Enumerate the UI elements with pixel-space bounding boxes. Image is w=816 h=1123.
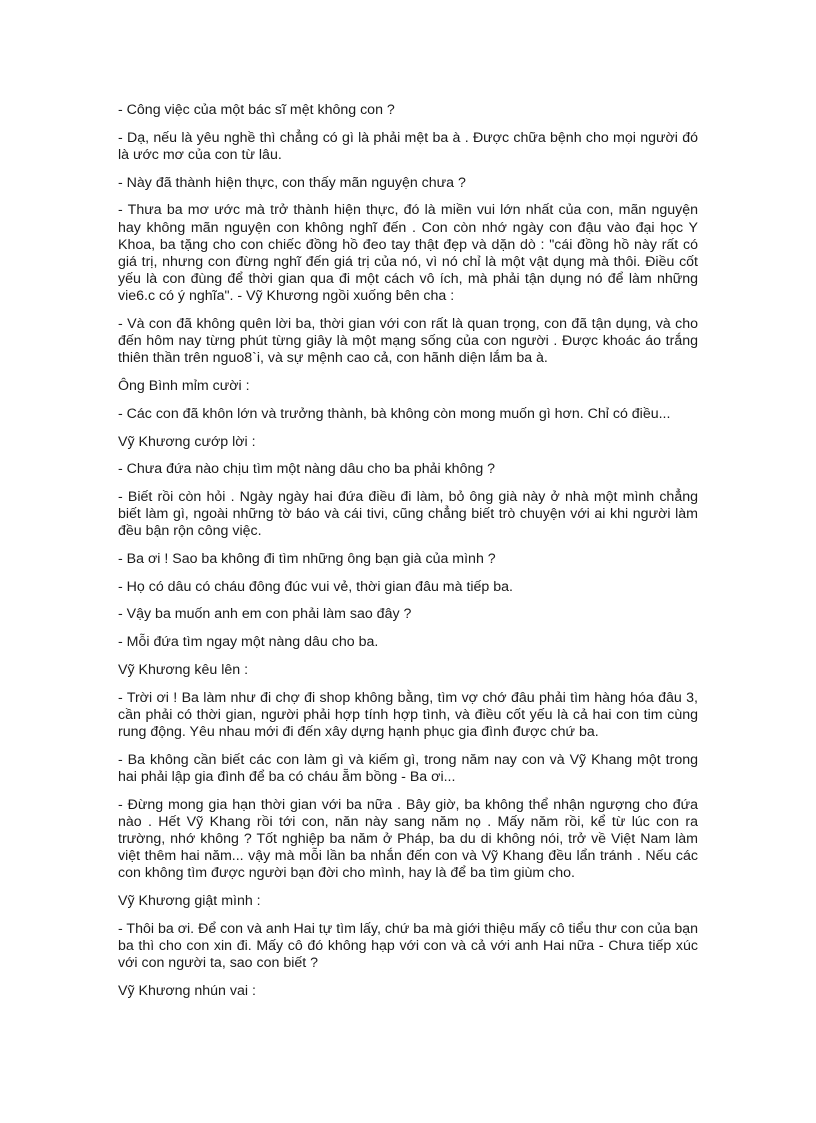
paragraph: Vỹ Khương giật mình :: [118, 893, 261, 910]
paragraph: - Ba không cần biết các con làm gì và kiếm gì, trong năm nay con và Vỹ Khang một trong hai phải lập gia đình để ba có cháu ẵm bồng - Ba ơi...: [118, 751, 698, 785]
paragraph: - Thưa ba mơ ước mà trở thành hiện thực, đó là miền vui lớn nhất của con, mãn nguyện hay không mãn nguyện con không nghĩ đến . Con còn nhớ ngày con đậu vào đại học Y Khoa, ba tặng cho con chiếc đồng hồ đeo tay thật đẹp và dặn dò : "cái đồng hồ này rất có giá trị, nhưng con đừng nghĩ đến giá trị của nó, vì nó chỉ là một vật dụng mà thôi. Điều cốt yếu là con đùng để thời gian qua đi một cách vô ích, mà phải tận dụng nó để làm những vie6.c có ý nghĩa". - Vỹ Khương ngồi xuống bên cha :: [118, 202, 698, 305]
paragraph: - Biết rồi còn hỏi . Ngày ngày hai đứa điều đi làm, bỏ ông già này ở nhà một mình chẳng biết làm gì, ngoài những tờ báo và cái tivi, cũng chẳng biết trò chuyện với ai khi người làm đều bận rộn công việc.: [118, 488, 698, 540]
paragraph: - Chưa đứa nào chịu tìm một nàng dâu cho ba phải không ?: [118, 461, 496, 478]
document-body: [118, 102, 698, 1011]
paragraph: Ông Bình mỉm cười :: [118, 378, 250, 395]
paragraph: - Thôi ba ơi. Để con và anh Hai tự tìm lấy, chứ ba mà giới thiệu mấy cô tiểu thư con của bạn ba thì cho con xin đi. Mấy cô đó không hạp với con và cả với anh Hai nữa - Chưa tiếp xúc với con người ta, sao con biết ?: [118, 920, 698, 972]
paragraph: - Mỗi đứa tìm ngay một nàng dâu cho ba.: [118, 634, 379, 651]
paragraph: - Trời ơi ! Ba làm như đi chợ đi shop không bằng, tìm vợ chớ đâu phải tìm hàng hóa đâu 3, cần phải có thời gian, người phải hợp tính hợp tình, và điều cốt yếu là cả hai con tim cùng rung động. Yêu nhau mới đi đến xây dựng hạnh phục gia đình được chứ ba.: [118, 689, 698, 740]
paragraph: - Các con đã khôn lớn và trưởng thành, bà không còn mong muốn gì hơn. Chỉ có điều...: [118, 405, 671, 422]
paragraph: - Này đã thành hiện thực, con thấy mãn nguyện chưa ?: [118, 174, 466, 191]
paragraph: Vỹ Khương kêu lên :: [118, 661, 249, 678]
paragraph: - Ba ơi ! Sao ba không đi tìm những ông bạn già của mình ?: [118, 551, 496, 568]
paragraph: - Dạ, nếu là yêu nghề thì chẳng có gì là phải mệt ba à . Được chữa bệnh cho mọi người đó là ước mơ của con từ lâu.: [118, 129, 698, 163]
paragraph: - Công việc của một bác sĩ mệt không con ?: [118, 102, 395, 118]
paragraph: - Họ có dâu có cháu đông đúc vui vẻ, thời gian đâu mà tiếp ba.: [118, 578, 513, 595]
paragraph: - Vậy ba muốn anh em con phải làm sao đây ?: [118, 606, 412, 623]
paragraph: Vỹ Khương nhún vai :: [118, 982, 256, 999]
paragraph: - Đừng mong gia hạn thời gian với ba nữa . Bây giờ, ba không thể nhận ngượng cho đứa nào . Hết Vỹ Khang rồi tới con, năn này sang năm nọ . Mấy năm rồi, kể từ lúc con ra trường, nhớ không ? Tốt nghiệp ba năm ở Pháp, ba du di không nói, trở về Việt Nam làm việt thêm hai năm... vậy mà mỗi lần ba nhắn đến con và Vỹ Khang đều lẩn tránh . Nếu các con không tìm được người bạn đời cho mình, hay là để ba tìm giùm cho.: [118, 796, 698, 882]
paragraph: - Và con đã không quên lời ba, thời gian với con rất là quan trọng, con đã tận dụng, và cho đến hôm nay từng phút từng giây là một mạng sống của con người . Được khoác áo trắng thiên thần trên nguo8`i, và sự mệnh cao cả, con hãnh diện lắm ba à.: [118, 316, 698, 367]
paragraph: Vỹ Khương cướp lời :: [118, 433, 256, 450]
